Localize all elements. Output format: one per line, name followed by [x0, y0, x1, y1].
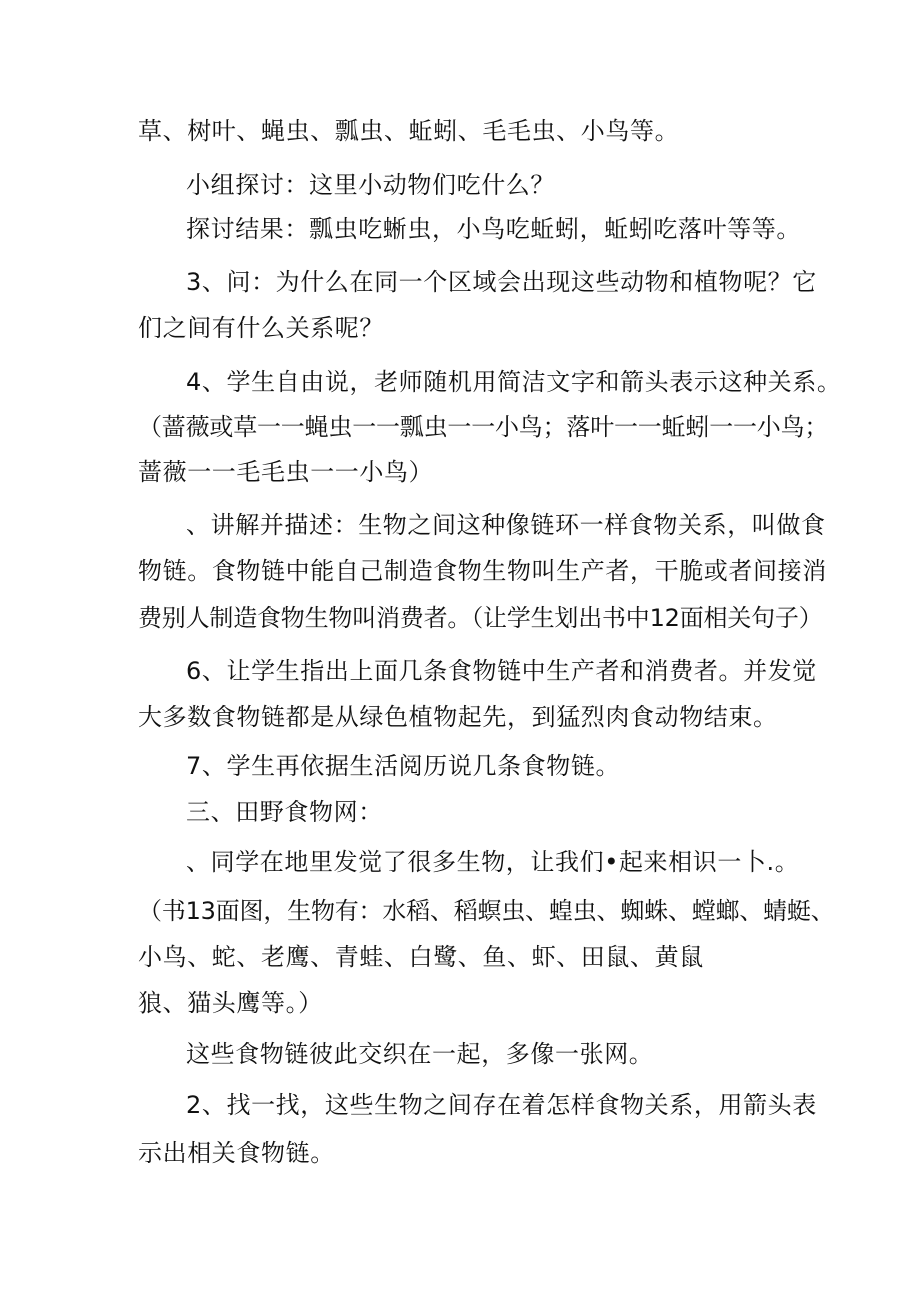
text-line-22: 示出相关食物链。	[138, 1139, 335, 1167]
text-line-1: 草、树叶、蝇虫、瓢虫、蚯蚓、毛毛虫、小鸟等。	[138, 117, 680, 145]
text-line-6: 4、学生自由说，老师随机用简洁文字和箭头表示这种关系。	[186, 368, 842, 396]
text-line-12: 6、让学生指出上面几条食物链中生产者和消费者。并发觉	[186, 657, 817, 685]
text-line-9: 、讲解并描述：生物之间这种像链环一样食物关系，叫做食	[186, 511, 826, 539]
text-line-14: 7、学生再依据生活阅历说几条食物链。	[186, 752, 621, 780]
text-line-15: 三、田野食物网：	[186, 798, 383, 826]
text-line-20: 这些食物链彼此交织在一起，多像一张网。	[186, 1040, 654, 1068]
text-line-21: 2、找一找，这些生物之间存在着怎样食物关系，用箭头表	[186, 1091, 817, 1119]
text-line-2: 小组探讨：这里小动物们吃什么？	[186, 171, 555, 199]
text-line-17: （书13面图，生物有：水稻、稻螟虫、蝗虫、蜘蛛、螳螂、蜻蜓、	[138, 897, 835, 925]
text-line-16: 、同学在地里发觉了很多生物，让我们•起来相识一卜.。	[186, 848, 800, 876]
text-line-4: 3、问：为什么在同一个区域会出现这些动物和植物呢？它	[186, 268, 817, 296]
text-line-18: 小鸟、蛇、老鹰、青蛙、白鹭、鱼、虾、田鼠、黄鼠	[138, 943, 704, 971]
text-line-7: （蔷薇或草一一蝇虫一一瓢虫一一小鸟；落叶一一蚯蚓一一小鸟；	[138, 413, 829, 441]
text-line-19: 狼、猫头鹰等。）	[138, 989, 323, 1017]
text-line-13: 大多数食物链都是从绿色植物起先，到猛烈肉食动物结束。	[138, 703, 778, 731]
text-line-5: 们之间有什么关系呢？	[138, 314, 384, 342]
text-line-8: 蔷薇一一毛毛虫一一小鸟）	[138, 458, 434, 486]
text-line-10: 物链。食物链中能自己制造食物生物叫生产者，干脆或者间接消	[138, 557, 827, 585]
text-line-3: 探讨结果：瓢虫吃蜥虫，小鸟吃蚯蚓，蚯蚓吃落叶等等。	[186, 215, 801, 243]
text-line-11: 费别人制造食物生物叫消费者。（让学生划出书中12面相关句子）	[138, 604, 823, 632]
